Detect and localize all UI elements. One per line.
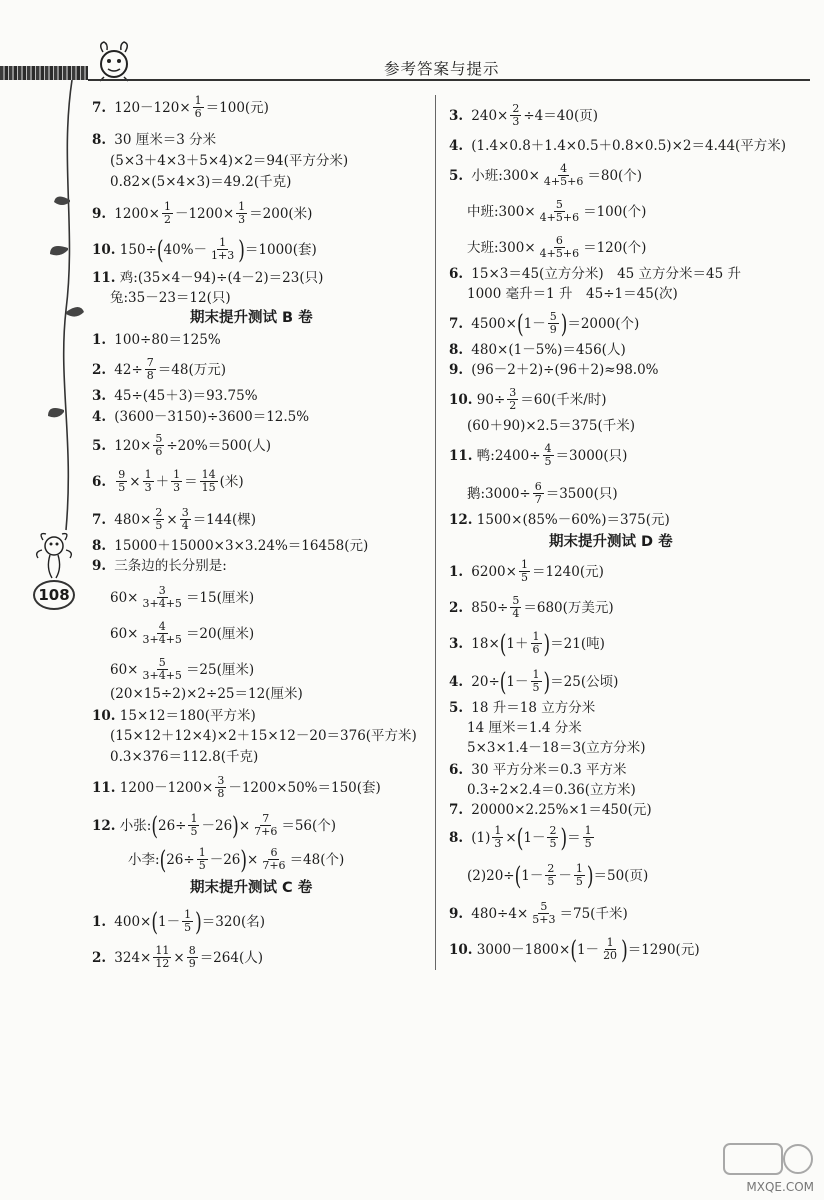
answer-line: (5×3＋4×3＋5×4)×2＝94(平方分米) [110,153,349,169]
answer-line: 中班:300× $\frac{5}{4+5+6}$ ＝100(个) [467,198,647,224]
fraction: $\frac{1}{5}$ [532,668,540,694]
answer-line: 8. 15000＋15000×3×3.24%＝16458(元) [92,538,369,554]
answer-line: 12. 1500×(85%－60%)＝375(元) [449,512,670,528]
answer-line: 10. 3000－1800×(1－ $\frac{1}{20}$ )＝1290(元) [449,935,700,966]
answer-line: 9. 三条边的长分别是: [92,558,227,574]
fraction: $\frac{1}{5}$ [190,812,198,838]
fraction: $\frac{1}{5}$ [520,558,528,584]
fraction: $\frac{1}{3}$ [238,200,246,226]
fraction: $\frac{2}{5}$ [549,824,557,850]
answer-line: (60＋90)×2.5＝375(千米) [467,418,635,434]
answer-line: (15×12＋12×4)×2＋15×12－20＝376(平方米) [110,728,417,744]
answer-line: 5. 18 升＝18 立方分米 [449,700,596,716]
fraction: $\frac{5}{4+5+6}$ [539,198,580,224]
fraction: $\frac{1}{5}$ [575,862,583,888]
answer-line: 10. 90÷ $\frac{3}{2}$ ＝60(千米/时) [449,386,607,412]
answer-line: 2. 324× $\frac{11}{12}$ × $\frac{8}{9}$ ＝264(人) [92,944,263,970]
answer-line: 9. 480÷4× $\frac{5}{5+3}$ ＝75(千米) [449,900,628,926]
answer-line: 4. (1.4×0.8＋1.4×0.5＋0.8×0.5)×2＝4.44(平方米) [449,138,787,154]
fraction: $\frac{1}{6}$ [194,94,202,120]
answer-line: 兔:35－23＝12(只) [110,290,231,306]
fraction: $\frac{7}{8}$ [146,356,154,382]
answer-line: 8. (1) $\frac{1}{3}$ ×(1－ $\frac{2}{5}$ )＝ $\frac{1}{5}$ [449,823,592,854]
watermark-text: MXQE.COM [746,1180,814,1194]
fraction: $\frac{4}{3+4+5}$ [142,620,182,646]
answer-line: 9. (96－2＋2)÷(96＋2)≈98.0% [449,362,659,378]
fraction: $\frac{2}{5}$ [155,506,163,532]
fraction: $\frac{1}{6}$ [532,630,540,656]
fraction: $\frac{5}{6}$ [155,432,163,458]
answer-line: 2. 42÷ $\frac{7}{8}$ ＝48(万元) [92,356,226,382]
answer-line: 8. 480×(1－5%)＝456(人) [449,342,626,358]
fraction: $\frac{4}{5}$ [544,442,552,468]
fraction: $\frac{2}{5}$ [547,862,555,888]
fraction: $\frac{1}{5}$ [584,824,592,850]
answer-line: (2)20÷(1－ $\frac{2}{5}$ － $\frac{1}{5}$ )＝50(页) [467,861,649,892]
answer-line: 3. 240× $\frac{2}{3}$ ÷4＝40(页) [449,102,598,128]
header-rule [88,79,810,81]
answer-line: 7. 20000×2.25%×1＝450(元) [449,802,652,818]
page-number: 108 [33,580,75,610]
answer-line: 3. 45÷(45＋3)＝93.75% [92,388,258,404]
answer-line: 1. 6200× $\frac{1}{5}$ ＝1240(元) [449,558,604,584]
fraction: $\frac{6}{7}$ [534,480,542,506]
answer-line: 11. 1200－1200× $\frac{3}{8}$ －1200×50%＝150(套) [92,774,381,800]
answer-line: 0.3×376＝112.8(千克) [110,749,259,765]
answer-line: 11. 鸭:2400÷ $\frac{4}{5}$ ＝3000(只) [449,442,628,468]
answer-line: 9. 1200× $\frac{1}{2}$ －1200× $\frac{1}{3}$ ＝200(米) [92,200,313,226]
section-heading: 期末提升测试 C 卷 [190,880,313,896]
section-heading: 期末提升测试 D 卷 [549,534,673,550]
fraction: $\frac{6}{4+5+6}$ [539,234,580,260]
answer-line: 2. 850÷ $\frac{5}{4}$ ＝680(万美元) [449,594,614,620]
answer-line: 6. 30 平方分米＝0.3 平方米 [449,762,627,778]
answer-line: 5. 120× $\frac{5}{6}$ ÷20%＝500(人) [92,432,271,458]
answer-line: 1. 100÷80＝125% [92,332,221,348]
fraction: $\frac{3}{4}$ [181,506,189,532]
answer-line: 4. (3600－3150)÷3600＝12.5% [92,409,310,425]
fraction: $\frac{1}{3}$ [494,824,502,850]
fraction: $\frac{5}{3+4+5}$ [142,656,182,682]
answer-line: 1. 400×(1－ $\frac{1}{5}$ )＝320(名) [92,907,266,938]
fraction: $\frac{5}{9}$ [549,310,557,336]
answer-line: 8. 30 厘米＝3 分米 [92,132,217,148]
clock-mascot-icon [94,38,134,82]
answer-line: 60× $\frac{4}{3+4+5}$ ＝20(厘米) [110,620,255,646]
answer-line: 鹅:3000÷ $\frac{6}{7}$ ＝3500(只) [467,480,618,506]
answer-line: 3. 18×(1＋ $\frac{1}{6}$ )＝21(吨) [449,629,605,660]
fraction: $\frac{5}{4}$ [512,594,520,620]
fraction: $\frac{8}{9}$ [188,944,196,970]
answer-line: 10. 150÷(40%－ $\frac{1}{1+3}$ )＝1000(套) [92,235,317,266]
answer-line: 7. 4500×(1－ $\frac{5}{9}$ )＝2000(个) [449,309,640,340]
answer-line: 6. 15×3＝45(立方分米) 45 立方分米＝45 升 [449,266,742,282]
fraction: $\frac{1}{2}$ [163,200,171,226]
fraction: $\frac{2}{3}$ [512,102,520,128]
answer-line: 0.82×(5×4×3)＝49.2(千克) [110,174,292,190]
answer-line: 60× $\frac{5}{3+4+5}$ ＝25(厘米) [110,656,255,682]
fraction: $\frac{14}{15}$ [201,468,216,494]
answer-line: 7. 480× $\frac{2}{5}$ × $\frac{3}{4}$ ＝144(棵) [92,506,256,532]
answer-line: 7. 120－120× $\frac{1}{6}$ ＝100(元) [92,94,269,120]
fraction: $\frac{3}{8}$ [217,774,225,800]
fraction: $\frac{9}{5}$ [118,468,126,494]
fraction: $\frac{1}{1+3}$ [211,236,235,262]
answer-line: 14 厘米＝1.4 分米 [467,720,582,736]
answer-line: 5. 小班:300× $\frac{4}{4+5+6}$ ＝80(个) [449,162,643,188]
fraction: $\frac{3}{2}$ [509,386,517,412]
answer-line: 0.3÷2×2.4＝0.36(立方米) [467,782,636,798]
answer-line: 小李:(26÷ $\frac{1}{5}$ －26)× $\frac{6}{7+6}$ ＝48(个) [128,845,345,876]
answer-line: 4. 20÷(1－ $\frac{1}{5}$ )＝25(公顷) [449,667,619,698]
answer-line: 大班:300× $\frac{6}{4+5+6}$ ＝120(个) [467,234,647,260]
fraction: $\frac{1}{5}$ [184,908,192,934]
fraction: $\frac{4}{4+5+6}$ [543,162,584,188]
answer-line: 1000 毫升＝1 升 45÷1＝45(次) [467,286,678,302]
fraction: $\frac{6}{7+6}$ [262,846,286,872]
answer-line: 60× $\frac{3}{3+4+5}$ ＝15(厘米) [110,584,255,610]
answer-line: 10. 15×12＝180(平方米) [92,708,256,724]
header-stripe [0,66,88,80]
section-heading: 期末提升测试 B 卷 [190,310,313,326]
answer-line: (20×15÷2)×2÷25＝12(厘米) [110,686,303,702]
fraction: $\frac{1}{20}$ [603,936,618,962]
flower-sprite-icon [30,528,80,580]
answer-line: 12. 小张:(26÷ $\frac{1}{5}$ －26)× $\frac{7}{7+6}$ ＝56(个) [92,811,337,842]
answer-line: 11. 鸡:(35×4－94)÷(4－2)＝23(只) [92,270,324,286]
fraction: $\frac{5}{5+3}$ [532,900,556,926]
fraction: $\frac{11}{12}$ [155,944,170,970]
column-divider [435,95,436,970]
fraction: $\frac{1}{3}$ [144,468,152,494]
answer-line: 5×3×1.4－18＝3(立方分米) [467,740,646,756]
answer-line: 6. $\frac{9}{5}$ × $\frac{1}{3}$ ＋ $\frac{1}{3}$ ＝ $\frac{14}{15}$ (米) [92,468,244,494]
page-title: 参考答案与提示 [384,60,500,78]
fraction: $\frac{1}{5}$ [198,846,206,872]
vine-decoration-icon [20,80,90,550]
fraction: $\frac{1}{3}$ [173,468,181,494]
fraction: $\frac{7}{7+6}$ [254,812,278,838]
fraction: $\frac{3}{3+4+5}$ [142,584,182,610]
